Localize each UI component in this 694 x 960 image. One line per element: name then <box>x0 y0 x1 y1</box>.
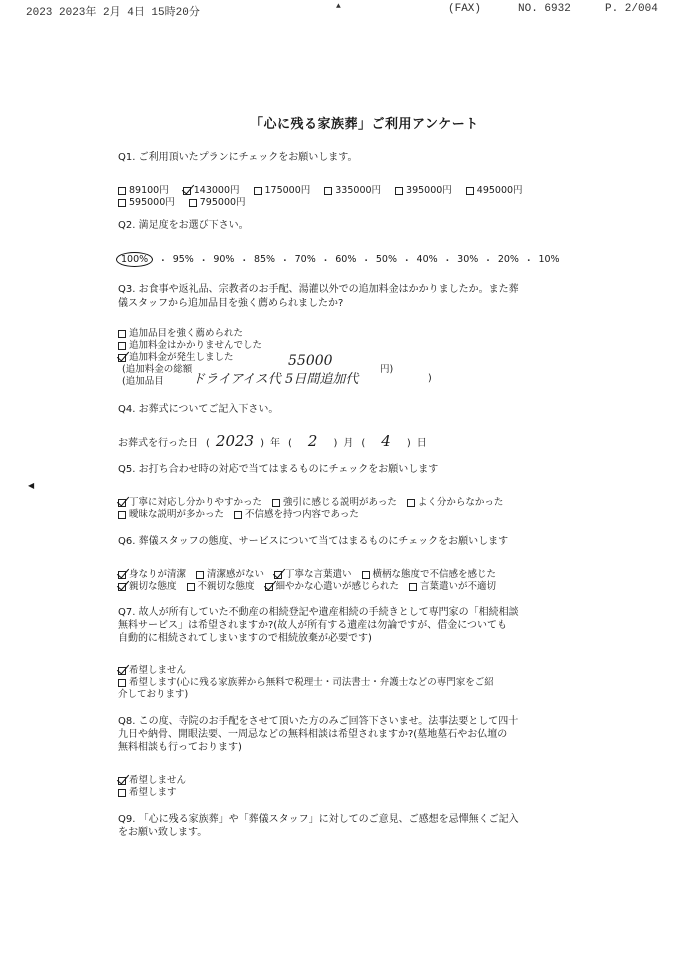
q9-question-line2: をお願い致します。 <box>118 827 208 838</box>
checkbox-icon[interactable] <box>187 583 195 591</box>
q2-question: Q2. 満足度をお選び下さい。 <box>118 220 249 231</box>
q1-option[interactable]: 795000円 <box>189 194 246 208</box>
q2-scale-option[interactable]: 60% <box>335 254 357 265</box>
q5-options-row2 <box>118 506 359 520</box>
fax-header-number: NO. 6932 <box>518 3 571 15</box>
q9-question-line1: Q9. 「心に残る家族葬」や「葬儀スタッフ」に対してのご意見、ご感想を忌憚無くご記入 <box>118 814 519 825</box>
q4-date-label: お葬式を行った日 <box>118 438 198 449</box>
q4-year-value[interactable]: 2023 <box>215 432 255 450</box>
q5-option[interactable]: 曖昧な説明が多かった <box>118 506 224 520</box>
checkbox-icon[interactable] <box>395 187 403 195</box>
q2-scale-option[interactable]: 95% <box>172 254 194 265</box>
q2-scale-option[interactable]: 90% <box>213 254 235 265</box>
q1-option[interactable]: 595000円 <box>118 194 175 208</box>
q3-question-line2: 儀スタッフから追加品目を強く薦められましたか? <box>118 298 344 309</box>
q7-question-line1: Q7. 故人が所有していた不動産の相続登記や遺産相続の手続きとして専門家の「相続相談 <box>118 607 519 618</box>
margin-marker-icon: ◀ <box>28 481 35 490</box>
q8-option[interactable]: 希望しません <box>118 772 186 786</box>
fax-header-page: P. 2/004 <box>605 3 658 15</box>
q6-option[interactable]: 細やかな心遣いが感じられた <box>265 578 400 592</box>
q1-option[interactable]: 335000円 <box>324 182 381 196</box>
q7-option[interactable]: 希望しません <box>118 662 186 676</box>
q7-option-continuation: 介しております) <box>118 689 189 700</box>
q5-question: Q5. お打ち合わせ時の対応で当てはまるものにチェックをお願いします <box>118 464 439 475</box>
q3-items-value[interactable]: ドライアイス代 5日間追加代 <box>192 372 359 387</box>
fax-header-date: 2023 2023年 2月 4日 15時20分 <box>26 7 200 19</box>
q6-option[interactable]: 不親切な態度 <box>187 578 255 592</box>
q7-question-line2: 無料サービス」は希望されますか?(故人が所有する遺産は勿論ですが、借金についても <box>118 620 508 631</box>
q8-question-line2: 九日や納骨、開眼法要、一周忌などの無料相談は希望されますか?(墓地墓石やお仏壇の <box>118 729 508 740</box>
q6-option[interactable]: 身なりが清潔 <box>118 566 186 580</box>
checkbox-checked-icon[interactable] <box>118 583 126 591</box>
q7-option[interactable]: 希望します(心に残る家族葬から無料で税理士・司法書士・弁護士などの専門家をご紹 <box>118 674 494 688</box>
checkbox-checked-icon[interactable] <box>265 583 273 591</box>
checkbox-icon[interactable] <box>466 187 474 195</box>
q2-scale-option[interactable]: 30% <box>457 254 479 265</box>
q3-total-value[interactable]: 55000 <box>288 353 333 369</box>
checkbox-icon[interactable] <box>234 511 242 519</box>
q4-day-value[interactable]: 4 <box>381 432 391 450</box>
q6-option[interactable]: 横柄な態度で不信感を感じた <box>362 566 497 580</box>
q2-scale-option[interactable]: 40% <box>416 254 438 265</box>
q2-scale-option[interactable]: 85% <box>253 254 276 265</box>
q5-option[interactable]: 丁寧に対応し分かりやすかった <box>118 494 262 508</box>
page-title: 「心に残る家族葬」ご利用アンケート <box>250 117 479 132</box>
q2-satisfaction-scale: 100% ・ 95% ・ 90% ・ 85% ・ 70% ・ 60% ・ 50% ・ 40% ・ 30% ・ 20% ・ 10% <box>116 252 560 267</box>
q2-scale-option[interactable]: 20% <box>497 254 519 265</box>
q1-option[interactable]: 395000円 <box>395 182 452 196</box>
q1-option[interactable]: 175000円 <box>254 182 311 196</box>
checkbox-icon[interactable] <box>118 199 126 207</box>
checkbox-icon[interactable] <box>118 789 126 797</box>
q7-question-line3: 自動的に相続されてしまいますので相続放棄が必要です) <box>118 633 372 644</box>
q4-month-unit: 月 <box>343 438 354 449</box>
q6-question: Q6. 葬儀スタッフの態度、サービスについて当てはまるものにチェックをお願いします <box>118 536 509 547</box>
q3-items-close: ) <box>428 373 432 384</box>
q4-day-unit: 日 <box>416 438 427 449</box>
q5-option[interactable]: 強引に感じる説明があった <box>272 494 397 508</box>
q8-option[interactable]: 希望します <box>118 784 177 798</box>
q3-question-line1: Q3. お食事や返礼品、宗教者のお手配、湯灌以外での追加料金はかかりましたか。また葬 <box>118 284 519 295</box>
q6-options-row2 <box>118 578 496 592</box>
q8-question-line1: Q8. この度、寺院のお手配をさせて頂いた方のみご回答下さいませ。法事法要として四十 <box>118 716 519 727</box>
q2-scale-option[interactable]: 10% <box>538 254 560 265</box>
q3-items-label: (追加品目 <box>122 376 164 387</box>
q2-scale-option-selected[interactable]: 100% <box>116 252 153 267</box>
q3-option[interactable]: 追加品目を強く薦められた <box>118 325 243 339</box>
q6-option[interactable]: 言葉遣いが不適切 <box>409 578 496 592</box>
q1-option[interactable]: 495000円 <box>466 182 523 196</box>
q1-options-row2 <box>118 194 246 208</box>
q1-option[interactable]: 143000円 <box>183 182 240 196</box>
checkbox-icon[interactable] <box>254 187 262 195</box>
checkbox-icon[interactable] <box>118 511 126 519</box>
q5-option[interactable]: 不信感を持つ内容であった <box>234 506 359 520</box>
q4-year-unit: 年 <box>270 438 280 449</box>
checkbox-icon[interactable] <box>407 499 415 507</box>
q2-scale-option[interactable]: 70% <box>294 254 316 265</box>
q6-option[interactable]: 親切な態度 <box>118 578 177 592</box>
q3-total-label: (追加料金の総額 <box>122 364 193 375</box>
q3-total-unit: 円) <box>380 364 394 375</box>
checkbox-icon[interactable] <box>189 199 197 207</box>
q5-option[interactable]: よく分からなかった <box>407 494 504 508</box>
fax-header-label: (FAX) <box>448 3 482 15</box>
q6-option[interactable]: 丁寧な言葉遣い <box>274 566 352 580</box>
checkbox-icon[interactable] <box>409 583 417 591</box>
checkbox-icon[interactable] <box>324 187 332 195</box>
q8-question-line3: 無料相談も行っております) <box>118 742 242 753</box>
q4-funeral-date: お葬式を行った日 ( 2023 ) 年 ( 2 ) 月 ( 4 ) 日 <box>118 432 427 450</box>
q4-question: Q4. お葬式についてご記入下さい。 <box>118 404 279 415</box>
q6-option[interactable]: 清潔感がない <box>196 566 264 580</box>
q3-option[interactable]: 追加料金が発生しました <box>118 349 234 363</box>
q3-option[interactable]: 追加料金はかかりませんでした <box>118 337 262 351</box>
q1-option[interactable]: 89100円 <box>118 182 169 196</box>
q2-scale-option[interactable]: 50% <box>375 254 398 265</box>
q4-month-value[interactable]: 2 <box>307 432 318 450</box>
fax-header-mark: ▲ <box>336 2 341 11</box>
q1-question: Q1. ご利用頂いたプランにチェックをお願いします。 <box>118 152 358 163</box>
